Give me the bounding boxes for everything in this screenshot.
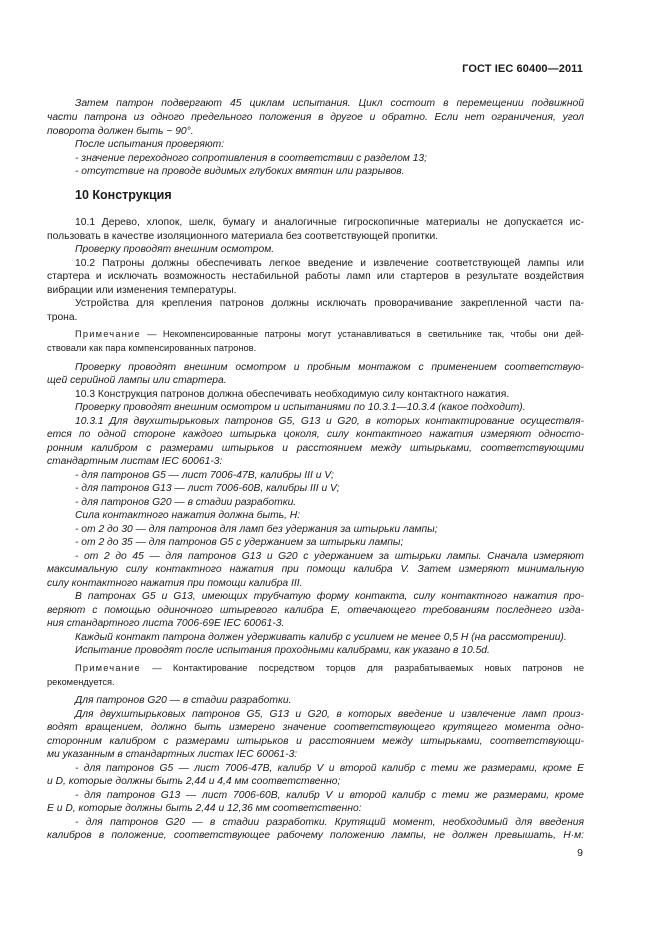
text-line xyxy=(75,590,584,604)
text-line xyxy=(75,415,584,429)
line-text: трона. xyxy=(47,312,78,323)
line-text: ния стандартного листа 7006-69Е IEC 60061-3. xyxy=(47,618,285,629)
line-text: 10.1 Дерево, хлопок, шелк, бумагу и аналогичные гигроскопичные материалы не допускается ис- xyxy=(75,217,584,228)
line-text: вибрации или изменения температуры. xyxy=(47,285,237,296)
line-text: Каждый контакт патрона должен удерживать калибр с усилием не менее 0,5 Н (на рассмотрении). xyxy=(75,632,567,643)
note-line xyxy=(75,662,584,676)
text-line xyxy=(75,536,584,550)
text-line xyxy=(47,721,584,735)
text-line xyxy=(75,297,584,311)
text-line xyxy=(75,482,584,496)
text-line xyxy=(47,802,584,816)
text-line xyxy=(47,748,584,762)
line-text: — Некомпенсированные патроны могут устанавливаться в светильнике так, чтобы они дей- xyxy=(140,329,584,339)
line-text: - для патронов G13 — лист 7006-60В, калибры III и V; xyxy=(75,483,340,494)
line-text: веряют с помощью одиночного штыревого калибра Е, отвечающего требованиям последнего изда- xyxy=(47,605,584,616)
line-text: пользовать в качестве изоляционного материала без соответствующей пропитки. xyxy=(47,231,439,242)
text-line xyxy=(75,694,584,708)
text-line xyxy=(47,442,584,456)
text-line xyxy=(75,644,584,658)
line-text: - от 2 до 45 — для патронов G13 и G20 с удержанием за штырьки лампы. Сначала измеряют xyxy=(75,551,584,562)
text-line xyxy=(75,138,584,152)
line-text: 10.3 Конструкция патронов должна обеспечивать необходимую силу контактного нажатия. xyxy=(75,389,510,400)
line-text: части патрона из одного предельного положения в другое и обратно. Если нет ограничения, угол xyxy=(47,112,584,123)
text-line xyxy=(75,789,584,803)
line-text: - от 2 до 30 — для патронов для ламп без удержания за штырьки лампы; xyxy=(75,524,438,535)
text-line xyxy=(47,111,584,125)
line-text: Затем патрон подвергают 45 циклам испытания. Цикл состоит в перемещении подвижной xyxy=(75,98,584,109)
text-line xyxy=(75,550,584,564)
text-line xyxy=(75,631,584,645)
line-text: стандартным листам IEC 60061-3: xyxy=(47,456,223,467)
text-line xyxy=(75,509,584,523)
line-text: - для патронов G5 — лист 7006-47В, калибр V и второй калибр с теми же размерами, кроме Е xyxy=(75,763,584,774)
line-text: - отсутствие на проводе видимых глубоких вмятин или разрывов. xyxy=(75,166,405,177)
text-line xyxy=(75,243,584,257)
line-text: 10.2 Патроны должны обеспечивать легкое введение и извлечение соответствующей лампы или xyxy=(75,258,584,269)
line-text: рекомендуется. xyxy=(47,677,115,687)
text-line xyxy=(47,577,584,591)
line-text: калибров в положение, соответствующее рабочему положению лампы, не должен превышать, Н·м: xyxy=(47,830,584,841)
note-label: Примечание xyxy=(75,663,141,673)
line-text: щей серийной лампы или стартера. xyxy=(47,375,227,386)
line-text: водят вращением, должно быть измерено значение соответствующего крутящего момента одно- xyxy=(47,722,584,733)
line-text: Испытание проводят после испытания проходными калибрами, как указано в 10.5d. xyxy=(75,645,490,656)
text-line xyxy=(47,428,584,442)
line-text: После испытания проверяют: xyxy=(75,139,225,150)
text-line xyxy=(47,125,584,139)
line-text: - для патронов G20 — в стадии разработки. Крутящий момент, необходимый для введения xyxy=(75,817,584,828)
line-text: Устройства для крепления патронов должны исключать проворачивание закрепленной части па- xyxy=(75,298,584,309)
text-line xyxy=(47,829,584,843)
text-line xyxy=(47,270,584,284)
text-line xyxy=(47,455,584,469)
line-text: - от 2 до 35 — для патронов G5 с удержанием за штырьки лампы; xyxy=(75,537,404,548)
note-label: Примечание xyxy=(75,329,141,339)
line-text: - для патронов G5 — лист 7006-47В, калибры III и V; xyxy=(75,470,334,481)
line-text: ствовали как пара компенсированных патронов. xyxy=(47,343,257,353)
note-line xyxy=(47,676,584,690)
line-text: Проверку проводят внешним осмотром. xyxy=(75,244,275,255)
text-line xyxy=(47,311,584,325)
line-text: стартера и исключать возможность нестабильной работы ламп или стартеров в результате воздействия xyxy=(47,271,584,282)
line-text: ется по одной стороне каждого штырька цоколя, силу контактного нажатия измеряют односто- xyxy=(47,429,584,440)
text-line xyxy=(75,216,584,230)
text-line xyxy=(75,496,584,510)
text-line xyxy=(47,735,584,749)
note-line xyxy=(75,328,584,342)
line-text: Для патронов G20 — в стадии разработки. xyxy=(75,695,292,706)
line-text: ми указанным в стандартных листах IEC 60061-3: xyxy=(47,749,298,760)
line-text: поворота должен быть ~ 90°. xyxy=(47,126,194,137)
line-text: - значение переходного сопротивления в соответствии с разделом 13; xyxy=(75,153,428,164)
text-line xyxy=(47,230,584,244)
line-text: 10.3.1 Для двухштырьковых патронов G5, G13 и G20, в которых контактирование осуществля- xyxy=(75,416,584,427)
section-heading: 10 Конструкция xyxy=(75,188,172,202)
text-line xyxy=(47,284,584,298)
line-text: силу контактного нажатия при помощи калибра III. xyxy=(47,578,303,589)
text-line xyxy=(47,604,584,618)
line-text: ронним калибром с размерами штырьков и расстоянием между штырьками, соответствующими xyxy=(47,443,584,454)
text-line xyxy=(75,816,584,830)
text-line xyxy=(75,257,584,271)
text-line xyxy=(75,361,584,375)
line-text: Сила контактного нажатия должна быть, Н: xyxy=(75,510,301,521)
text-line xyxy=(75,97,584,111)
text-line xyxy=(47,775,584,789)
text-line xyxy=(47,563,584,577)
text-line xyxy=(75,708,584,722)
text-line xyxy=(75,401,584,415)
line-text: Е и D, которые должны быть 2,44 и 12,36 мм соответственно: xyxy=(47,803,362,814)
text-line xyxy=(75,523,584,537)
line-text: сторонним калибром с размерами штырьков и расстоянием между штырьками, соответствующи- xyxy=(47,736,584,747)
line-text: - для патронов G13 — лист 7006-60В, калибр V и второй калибр с теми же размерами, кроме xyxy=(75,790,584,801)
text-line xyxy=(75,388,584,402)
line-text: — Контактирование посредством торцов для разрабатываемых новых патронов не xyxy=(140,663,584,673)
text-line xyxy=(75,762,584,776)
text-line xyxy=(47,617,584,631)
line-text: В патронах G5 и G13, имеющих трубчатую форму контакта, силу контактного нажатия про- xyxy=(75,591,584,602)
line-text: Проверку проводят внешним осмотром и испытаниями по 10.3.1—10.3.4 (какое подходит). xyxy=(75,402,526,413)
text-line xyxy=(75,469,584,483)
text-line xyxy=(75,152,584,166)
line-text: Проверку проводят внешним осмотром и пробным монтажом с применением соответствую- xyxy=(75,362,584,373)
line-text: - для патронов G20 — в стадии разработки. xyxy=(75,497,297,508)
line-text: максимальную силу контактного нажатия при помощи калибра V. Затем измеряют минимальную xyxy=(47,564,584,575)
text-line xyxy=(47,374,584,388)
note-line xyxy=(47,342,584,356)
text-line xyxy=(75,165,584,179)
line-text: и D, которые должны быть 2,44 и 4,4 мм соответственно; xyxy=(47,776,341,787)
page-number: 9 xyxy=(577,847,583,859)
document-header-code: ГОСТ IEC 60400—2011 xyxy=(462,63,583,75)
line-text: Для двухштырьковых патронов G5, G13 и G20, в которых введение и извлечение ламп произ- xyxy=(75,709,584,720)
